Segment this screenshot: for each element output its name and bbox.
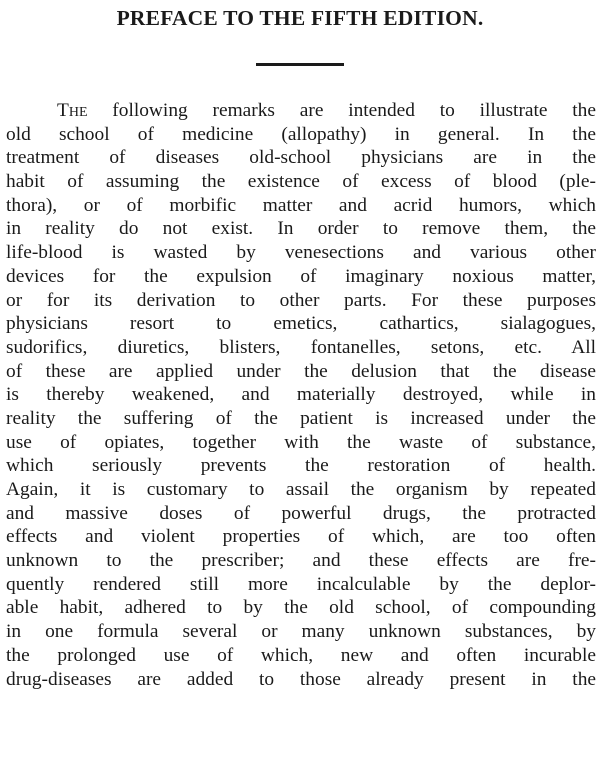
text-line: old school of medicine (allopathy) in general. In the [6,123,596,145]
page-title: PREFACE TO THE FIFTH EDITION. [116,6,484,30]
text-line: quently rendered still more incalculable by the deplor- [6,573,596,595]
text-line-1 [6,99,596,123]
text-line: Again, it is customary to assail the organism by repeated [6,479,596,500]
text-line: devices for the expulsion of imaginary noxious matter, [6,265,596,287]
text-line: use of opiates, together with the waste of substance, [6,431,596,453]
text-line: or for its derivation to other parts. For these purposes [6,289,596,311]
text-line: drug-diseases are added to those already present in the [6,668,596,690]
title-divider [256,63,344,66]
drop-word: The [57,100,88,121]
text-line: thora), or of morbific matter and acrid humors, which [6,194,596,216]
text-line: effects and violent properties of which, are too often [6,526,596,548]
text-line: unknown to the prescriber; and these effects are fre- [6,550,596,572]
text-line: of these are applied under the delusion that the disease [6,360,596,382]
text-line: in reality do not exist. In order to remove them, the [6,218,596,240]
text-line: which seriously prevents the restoration of health. [6,455,596,477]
text-line: able habit, adhered to by the old school, of compounding [6,597,596,619]
text-line: life-blood is wasted by venesections and various other [6,242,596,264]
text-line: in one formula several or many unknown substances, by [6,621,596,643]
text-line: treatment of diseases old-school physicians are in the [6,147,596,169]
text-line: the prolonged use of which, new and often incurable [6,644,596,666]
text-line: physicians resort to emetics, cathartics, sialagogues, [6,313,596,335]
text-line: and massive doses of powerful drugs, the protracted [6,502,596,524]
text-line: is thereby weakened, and materially destroyed, while in [6,384,596,406]
body-paragraph [6,99,596,691]
text-line: habit of assuming the existence of excess of blood (ple- [6,171,596,193]
first-line-text: following remarks are intended to illustrate the [87,100,596,121]
text-line: reality the suffering of the patient is increased under the [6,407,596,429]
text-line: sudorifics, diuretics, blisters, fontanelles, setons, etc. All [6,336,596,358]
